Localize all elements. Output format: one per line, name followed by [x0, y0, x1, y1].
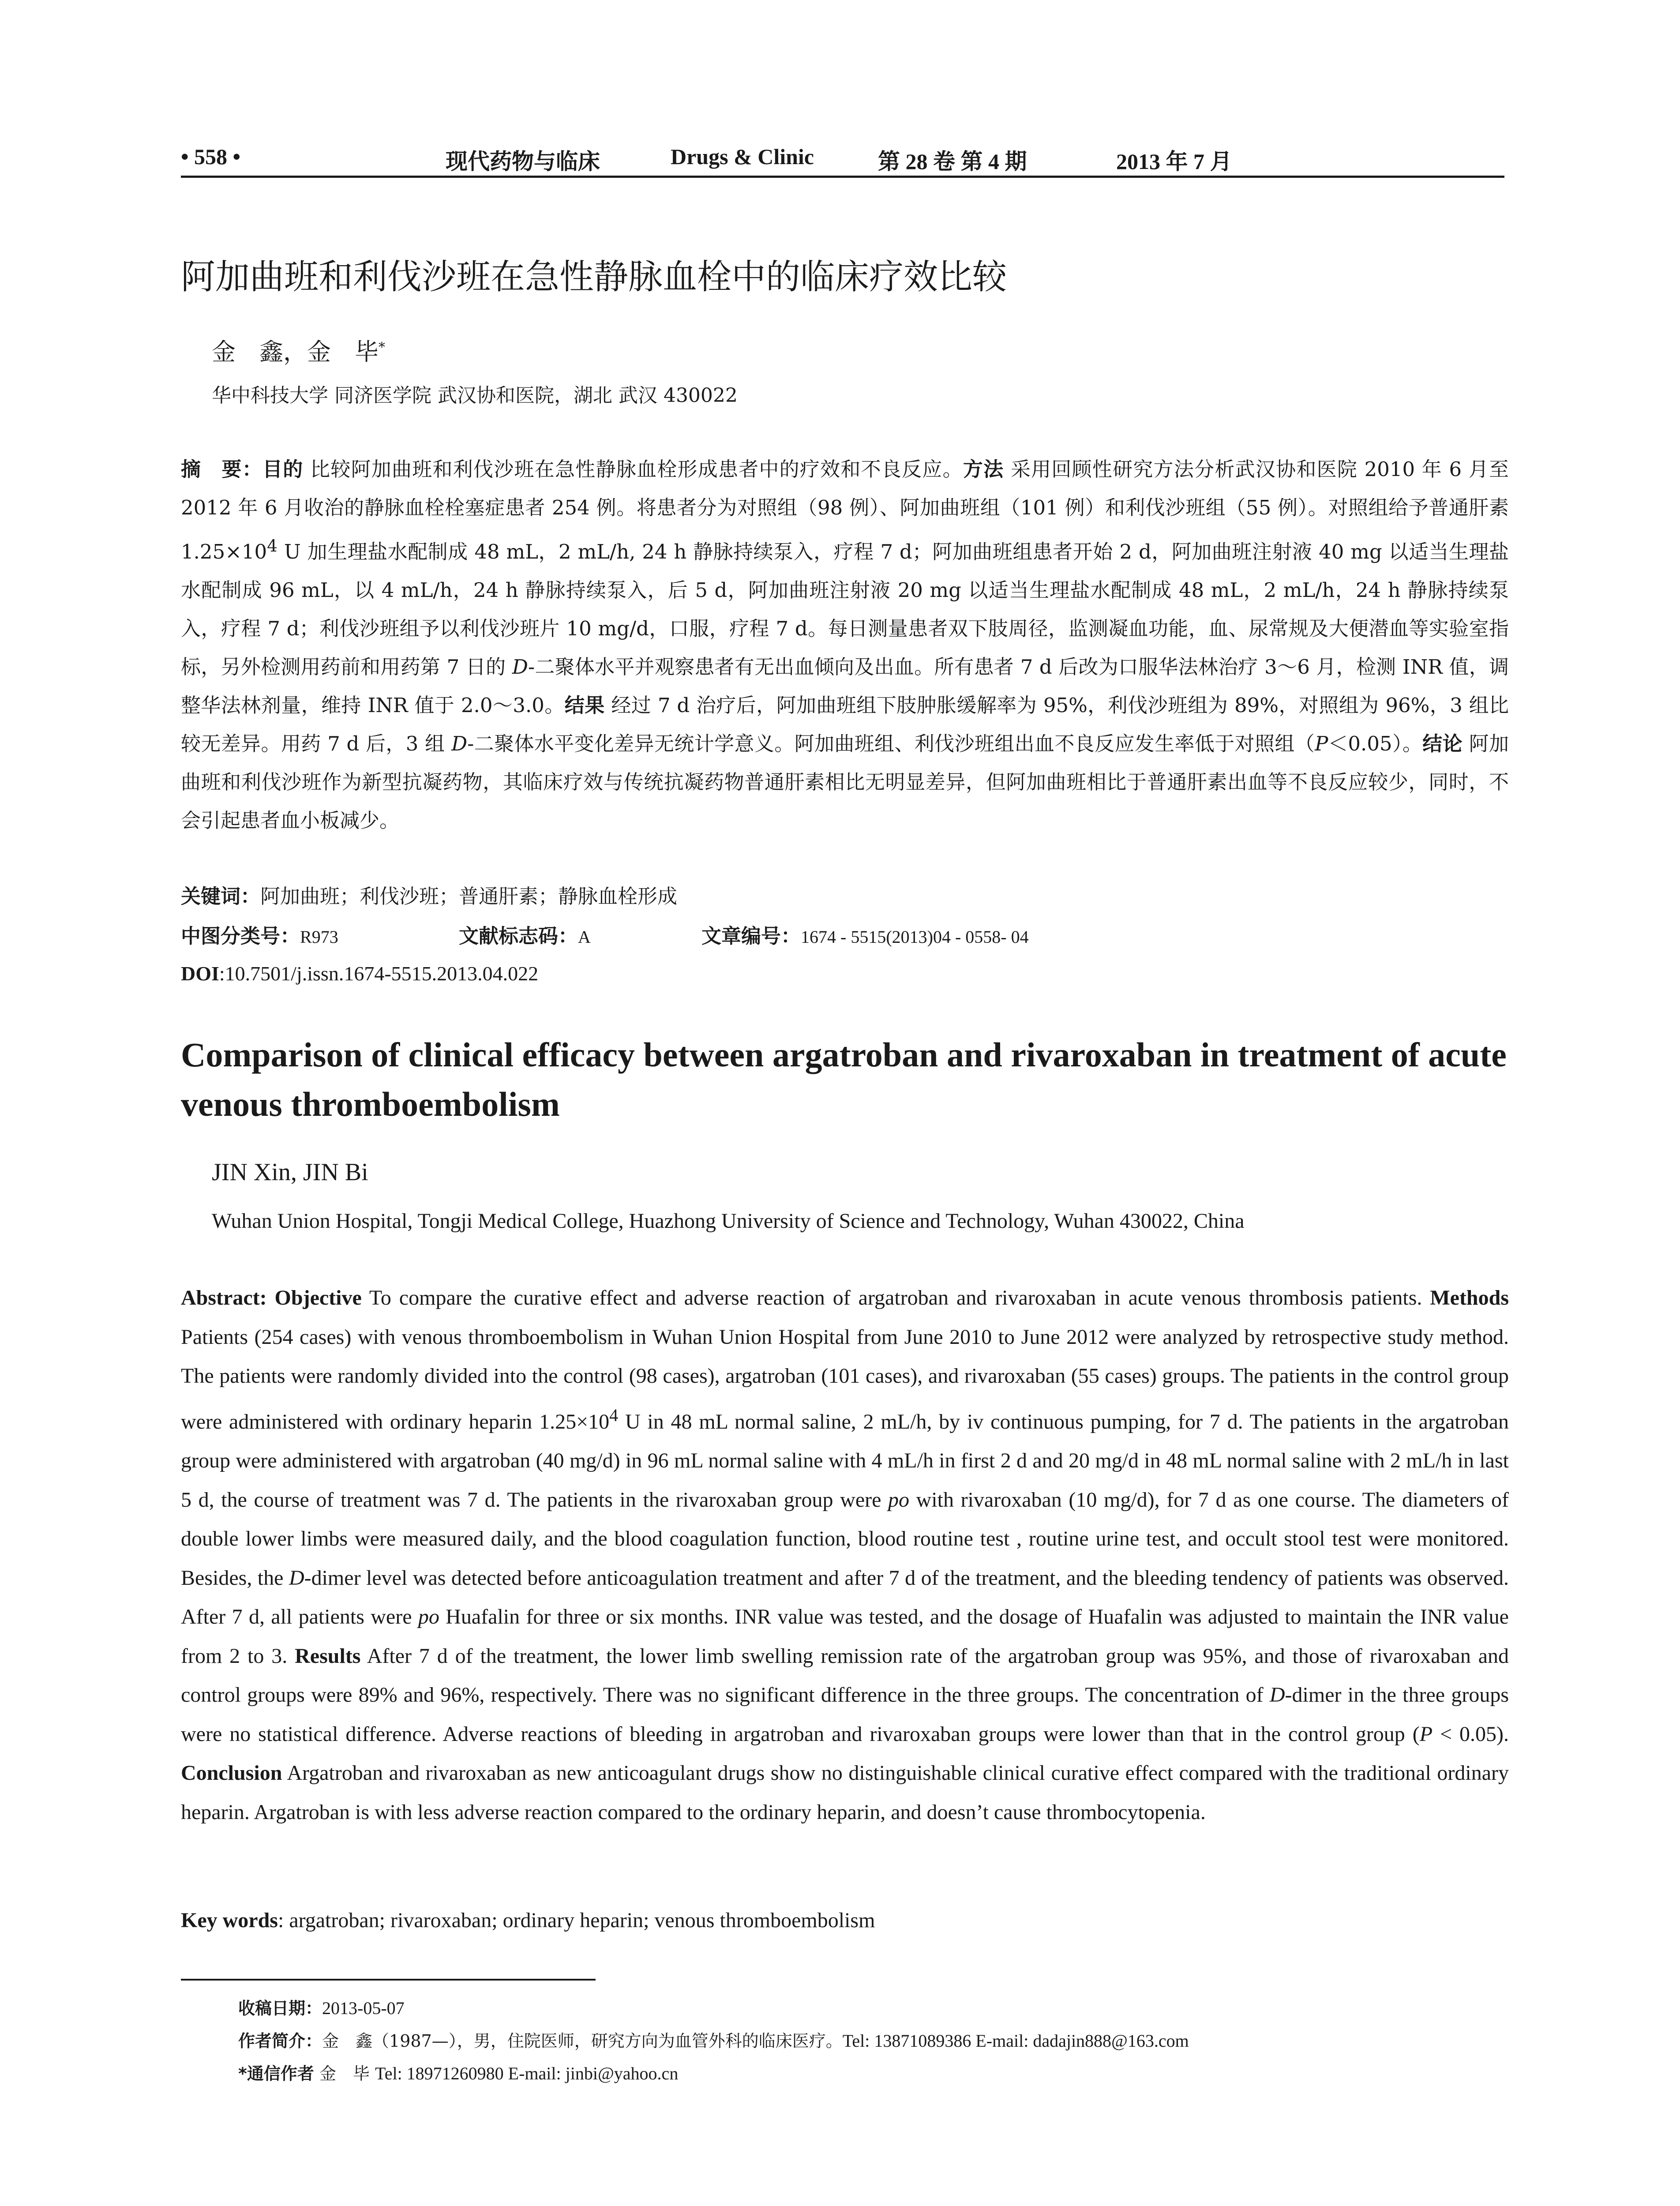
keywords-label-en: Key words: [181, 1909, 278, 1932]
doc-code-label: 文献标志码：: [459, 924, 578, 948]
authors-cn: [212, 333, 385, 367]
methods-text-en: Patients (254 cases) with venous thromboembolism in Wuhan Union Hospital from June 2010 to June 2012 were analyzed by retrospective study method. The patients were randomly divided into the control (98 cases), argatroban (101 cases), and rivaroxaban (55 cases) groups. The patients in the control group were administered with ordinary heparin 1.25×10: [181, 1325, 1509, 1433]
journal-name-en: Drugs & Clinic: [671, 144, 814, 169]
conclusion-label-en: Conclusion: [181, 1761, 282, 1785]
article-number: [701, 920, 1029, 949]
running-head: [181, 140, 1504, 178]
conclusion-text-cn: 阿加曲班和利伐沙班作为新型抗凝药物，其临床疗效与传统抗凝药物普通肝素相比无明显差异，但阿加曲班相比于普通肝素出血等不良反应较少，同时，不会引起患者血小板减少。: [181, 732, 1509, 832]
article-title-cn: 阿加曲班和利伐沙班在急性静脉血栓中的临床疗效比较: [181, 257, 1007, 297]
doi-label: DOI: [181, 962, 219, 985]
conclusion-label-cn: 结论: [1422, 732, 1462, 755]
results-text-en-3: < 0.05).: [1432, 1722, 1509, 1746]
document-code: [459, 920, 591, 949]
methods-text-en-5: Huafalin for three or six months. INR value was tested, and the dosage of Huafalin was adjusted to maintain the INR value from 2 to 3.: [181, 1605, 1509, 1668]
methods-text-cn: 采用回顾性研究方法分析武汉协和医院 2010 年 6 月至 2012 年 6 月收治的静脉血栓栓塞症患者 254 例。将患者分为对照组（98 例）、阿加曲班组（101 例）和利伐沙班组（55 例）。对照组给予普通肝素 1.25×10: [181, 458, 1509, 563]
corresponding-contact: Tel: 18971260980 E-mail: jinbi@yahoo.cn: [375, 2063, 679, 2083]
publication-date: 2013 年 7 月: [1116, 149, 1232, 174]
abstract-en: [181, 1279, 1509, 1832]
results-text-en: After 7 d of the treatment, the lower limb swelling remission rate of the argatroban group was 95%, and those of rivaroxaban and control groups were 89% and 96%, respectively. There was no significant difference in the three groups. The concentration of: [181, 1644, 1509, 1707]
objective-label-cn: 目的: [262, 458, 304, 481]
footnote-corresponding: [238, 2057, 1518, 2090]
received-value: 2013-05-07: [322, 1998, 405, 2018]
d-dimer-italic-cn: D: [512, 655, 528, 679]
author-bio-label: 作者简介：: [238, 2031, 322, 2051]
results-text-cn-2: -二聚体水平变化差异无统计学意义。阿加曲班组、利伐沙班组出血不良反应发生率低于对照组（: [467, 732, 1315, 755]
authors-en: JIN Xin, JIN Bi: [212, 1159, 368, 1186]
footnote-author: [238, 2025, 1518, 2057]
author-names-cn: 金 鑫，金 毕: [212, 338, 379, 366]
clc-number: [181, 920, 338, 949]
keywords-value-en: : argatroban; rivaroxaban; ordinary heparin; venous thromboembolism: [278, 1909, 875, 1932]
affiliation-en: Wuhan Union Hospital, Tongji Medical College, Huazhong University of Science and Technology, Wuhan 430022, China: [212, 1209, 1245, 1233]
classification-row: [181, 920, 1509, 946]
clc-value: R973: [300, 927, 338, 947]
methods-label-cn: 方法: [963, 458, 1004, 481]
methods-label-en: Methods: [1430, 1286, 1509, 1309]
methods-text-cn-3: -二聚体水平并观察患者有无出血倾向及出血。所有患者 7 d 后改为口服华法林治疗 3～6 月，检测 INR 值，调整华法林剂量，维持 INR 值于 2.0～3.0。: [181, 655, 1509, 717]
d-dimer-italic-en: D: [289, 1566, 304, 1590]
objective-text-cn: 比较阿加曲班和利伐沙班在急性静脉血栓形成患者中的疗效和不良反应。: [303, 458, 963, 481]
doi: [181, 962, 538, 985]
p-value-italic-cn: P: [1315, 732, 1328, 755]
doc-code-value: A: [578, 927, 591, 947]
footnote-received: [238, 1992, 1518, 2025]
article-no-label: 文章编号：: [701, 924, 801, 948]
results-text-cn: 经过 7 d 治疗后，阿加曲班组下肢肿胀缓解率为 95%，利伐沙班组为 89%，对照组为 96%，3 组比较无差异。用药 7 d 后，3 组: [181, 694, 1509, 755]
affiliation-cn: 华中科技大学 同济医学院 武汉协和医院，湖北 武汉 430022: [212, 384, 738, 407]
keywords-cn: [181, 880, 677, 909]
methods-text-en-4: -dimer level was detected before anticoagulation treatment and after 7 d of the treatment, and the bleeding tendency of patients was observed. After 7 d, all patients were: [181, 1566, 1509, 1628]
methods-exponent-en: 4: [609, 1405, 619, 1425]
author-contact: Tel: 13871089386 E-mail: dadajin888@163.com: [842, 2031, 1189, 2051]
po-italic-en-2: po: [418, 1605, 439, 1628]
keywords-en: [181, 1908, 1509, 1932]
corresponding-name: 金 毕: [314, 2064, 375, 2083]
methods-text-cn-2: U 加生理盐水配制成 48 mL，2 mL/h, 24 h 静脉持续泵入，疗程 7 d；阿加曲班组患者开始 2 d，阿加曲班注射液 40 mg 以适当生理盐水配制成 96 mL，以 4 mL/h，24 h 静脉持续泵入，后 5 d，阿加曲班注射液 20 mg 以适当生理盐水配制成 48 mL，2 mL/h，24 h 静脉持续泵入，疗程 7 d；利伐沙班组予以利伐沙班片 10 mg/d，口服，疗程 7 d。每日测量患者双下肢周径，监测凝血功能，血、尿常规及大便潜血等实验室指标，另外检测用药前和用药第 7 日的: [181, 540, 1509, 679]
volume-issue: 第 28 卷 第 4 期: [878, 149, 1027, 174]
corresponding-mark: *: [379, 340, 385, 355]
abstract-label-cn: 摘 要：: [181, 458, 262, 481]
po-italic-en: po: [888, 1488, 910, 1512]
objective-text-en: To compare the curative effect and adverse reaction of argatroban and rivaroxaban in acute venous thrombosis patients.: [361, 1286, 1430, 1309]
clc-label: 中图分类号：: [181, 924, 300, 948]
methods-text-en-3: with rivaroxaban (10 mg/d), for 7 d as one course. The diameters of double lower limbs were measured daily, and the blood coagulation function, blood routine test , routine urine test, and occult stool test were monitored. Besides, the: [181, 1488, 1509, 1590]
footnotes: [238, 1992, 1518, 2090]
page-number: • 558 •: [181, 144, 241, 169]
author-bio-cn: 金 鑫（1987—），男，住院医师，研究方向为血管外科的临床医疗。: [322, 2031, 843, 2051]
results-text-cn-3: ＜0.05）。: [1328, 732, 1423, 755]
p-value-italic-en: P: [1419, 1722, 1433, 1746]
keywords-value-cn: 阿加曲班；利伐沙班；普通肝素；静脉血栓形成: [260, 885, 678, 908]
abstract-cn: [181, 450, 1509, 840]
article-title-en: Comparison of clinical efficacy between argatroban and rivaroxaban in treatment of acute venous thromboembolism: [181, 1035, 1507, 1123]
received-label: 收稿日期：: [238, 1999, 322, 2018]
results-text-en-2: -dimer in the three groups were no statistical difference. Adverse reactions of bleeding in argatroban and rivaroxaban groups were lower than that in the control group (: [181, 1683, 1509, 1746]
journal-name-cn: 现代药物与临床: [446, 149, 600, 174]
methods-exponent-cn: 4: [267, 536, 278, 555]
doi-value[interactable]: :10.7501/j.issn.1674-5515.2013.04.022: [219, 962, 539, 985]
corresponding-label: *通信作者: [238, 2064, 314, 2083]
footnote-divider: [181, 1979, 596, 1981]
abstract-objective-label-en: Abstract: Objective: [181, 1286, 362, 1309]
results-label-en: Results: [295, 1644, 361, 1668]
d-dimer-italic-en-2: D: [1269, 1683, 1285, 1707]
conclusion-text-en: Argatroban and rivaroxaban as new anticoagulant drugs show no distinguishable clinical curative effect compared with the traditional ordinary heparin. Argatroban is with less adverse reaction compared to the ordinary heparin, and doesn’t cause thrombocytopenia.: [181, 1761, 1509, 1824]
keywords-label-cn: 关键词：: [181, 885, 261, 908]
methods-text-en-2: U in 48 mL normal saline, 2 mL/h, by iv continuous pumping, for 7 d. The patients in the argatroban group were administered with argatroban (40 mg/d) in 96 mL normal saline with 4 mL/h in first 2 d and 20 mg/d in 48 mL normal saline with 2 mL/h in last 5 d, the course of treatment was 7 d. The patients in the rivaroxaban group were: [181, 1410, 1509, 1512]
article-no-value: 1674 - 5515(2013)04 - 0558- 04: [801, 927, 1029, 947]
d-dimer-italic-cn-2: D: [451, 732, 468, 755]
results-label-cn: 结果: [564, 694, 605, 717]
